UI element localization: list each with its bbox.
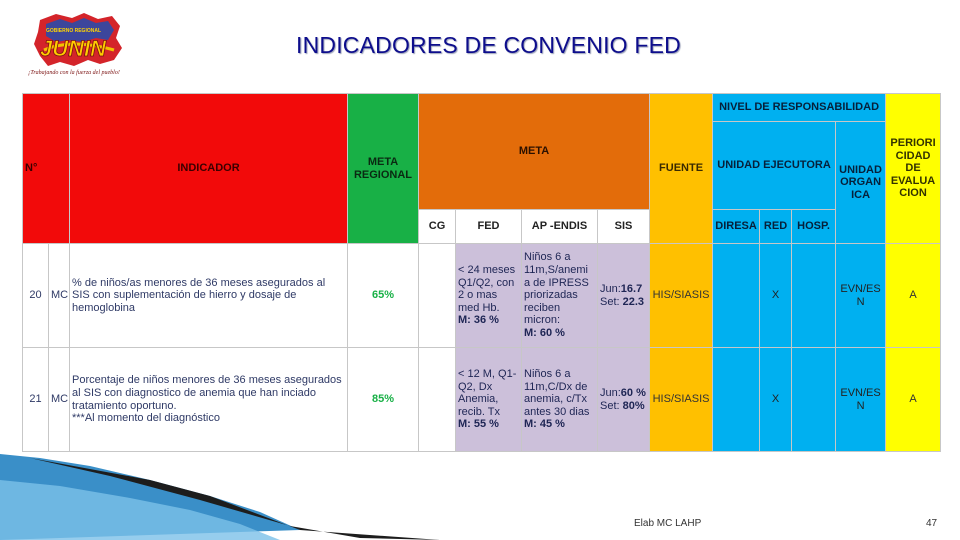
row-sis-label-1: Jun: — [600, 386, 621, 399]
row-indicador: % de niños/as menores de 36 meses asegurados al SIS con suplementación de hierro y dosaje de hemoglobina — [70, 244, 348, 348]
logo-slogan: ¡Trabajando con la fuerza del pueblo! — [28, 70, 120, 76]
row-meta-regional: 65% — [348, 244, 419, 348]
row-periodicidad: A — [886, 244, 941, 348]
row-hosp — [792, 348, 836, 452]
row-cg — [419, 348, 456, 452]
row-meta-regional: 85% — [348, 348, 419, 452]
header-meta-regional: META REGIONAL — [348, 94, 419, 244]
indicators-table — [22, 93, 941, 452]
row-sis-value-1: 60 % — [620, 386, 646, 399]
row-periodicidad: A — [886, 348, 941, 452]
row-sis-value-2: 22.3 — [622, 295, 645, 308]
header-num: N° — [23, 94, 70, 244]
header-red: RED — [760, 210, 792, 244]
footer-author: Elab MC LAHP — [634, 518, 702, 529]
page-title: INDICADORES DE CONVENIO FED — [296, 32, 681, 58]
header-row-1 — [23, 94, 941, 122]
gobierno-regional-junin-logo — [22, 10, 138, 78]
header-meta: META — [419, 94, 650, 210]
header-ap-endis: AP -ENDIS — [522, 210, 598, 244]
row-red: X — [760, 348, 792, 452]
row-red: X — [760, 244, 792, 348]
row-sis-label-2: Set: — [600, 399, 623, 412]
header-diresa: DIRESA — [713, 210, 760, 244]
row-fed-goal: M: 55 % — [458, 418, 499, 431]
row-fed — [456, 348, 522, 452]
row-ap-endis — [522, 348, 598, 452]
row-indicador — [70, 348, 348, 452]
row-unidad-organica: EVN/ES N — [836, 348, 886, 452]
row-fuente: HIS/SIASIS — [650, 244, 713, 348]
row-ap-endis — [522, 244, 598, 348]
row-sis-label-1: Jun: — [600, 282, 621, 295]
row-indicador-text: Porcentaje de niños menores de 36 meses asegurados al SIS con diagnostico de anemia que han inciado tratamiento oportuno. — [72, 374, 342, 412]
row-fed-text: < 12 M, Q1-Q2, Dx Anemia, recib. Tx — [458, 367, 517, 418]
row-code: MC — [49, 244, 70, 348]
table-row — [23, 348, 941, 452]
row-unidad-organica: EVN/ES N — [836, 244, 886, 348]
logo-small-text: GOBIERNO REGIONAL — [46, 28, 102, 34]
row-ap-goal: M: 45 % — [524, 418, 565, 431]
header-sis: SIS — [598, 210, 650, 244]
header-fuente: FUENTE — [650, 94, 713, 244]
row-num: 20 — [23, 244, 49, 348]
row-cg — [419, 244, 456, 348]
row-sis-label-2: Set: — [600, 295, 623, 308]
row-indicador-note: ***Al momento del diagnóstico — [72, 412, 220, 425]
decorative-wedge — [0, 440, 960, 540]
header-cg: CG — [419, 210, 456, 244]
row-fed-goal: M: 36 % — [458, 314, 499, 327]
logo-text: JUNIN — [40, 36, 107, 61]
header-fed: FED — [456, 210, 522, 244]
header-periodicidad: PERIORI CIDAD DE EVALUA CION — [886, 94, 941, 244]
row-sis-value-1: 16.7 — [620, 282, 643, 295]
header-unidad-ejecutora: UNIDAD EJECUTORA — [713, 122, 836, 210]
row-code: MC — [49, 348, 70, 452]
row-fed-text: < 24 meses Q1/Q2, con 2 o mas med Hb. — [458, 263, 516, 314]
row-ap-goal: M: 60 % — [524, 327, 565, 340]
row-ap-text: Niños 6 a 11m,S/anemi a de IPRESS priorizadas reciben micron: — [524, 251, 589, 327]
row-sis — [598, 244, 650, 348]
row-sis — [598, 348, 650, 452]
row-diresa — [713, 348, 760, 452]
header-indicador: INDICADOR — [70, 94, 348, 244]
row-fed — [456, 244, 522, 348]
page-number: 47 — [926, 518, 938, 529]
row-fuente: HIS/SIASIS — [650, 348, 713, 452]
table-row — [23, 244, 941, 348]
row-diresa — [713, 244, 760, 348]
row-sis-value-2: 80% — [622, 399, 645, 412]
row-num: 21 — [23, 348, 49, 452]
header-nivel-responsabilidad: NIVEL DE RESPONSABILIDAD — [713, 94, 886, 122]
header-unidad-organica: UNIDAD ORGAN ICA — [836, 122, 886, 244]
row-hosp — [792, 244, 836, 348]
header-hosp: HOSP. — [792, 210, 836, 244]
row-ap-text: Niños 6 a 11m,C/Dx de anemia, c/Tx antes 30 dias — [524, 367, 590, 418]
